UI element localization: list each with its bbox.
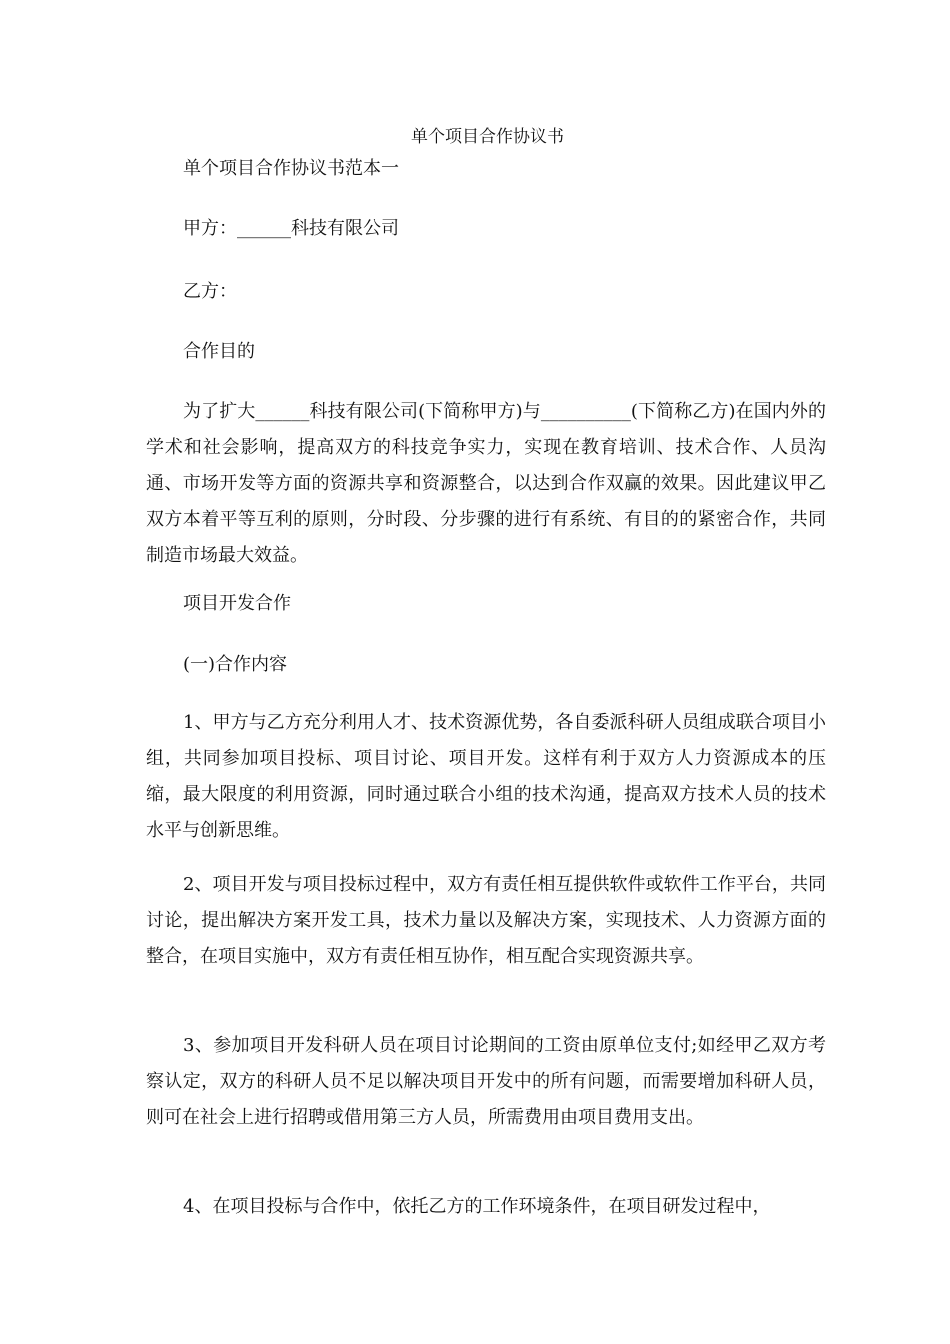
document-subtitle: 单个项目合作协议书范本一 xyxy=(183,158,399,179)
clause-4: 4、在项目投标与合作中，依托乙方的工作环境条件，在项目研发过程中， xyxy=(183,1196,771,1217)
party-a-line: 甲方：______科技有限公司 xyxy=(183,218,399,239)
party-b-line: 乙方： xyxy=(183,281,237,302)
section-heading-project-dev: 项目开发合作 xyxy=(183,593,291,614)
clause-2: 2、项目开发与项目投标过程中，双方有责任相互提供软件或软件工作平台，共同讨论，提出解决方案开发工具，技术力量以及解决方案，实现技术、人力资源方面的整合，在项目实施中，双方有责任相互协作，相互配合实现资源共享。 xyxy=(146,874,826,967)
clause-3: 3、参加项目开发科研人员在项目讨论期间的工资由原单位支付;如经甲乙双方考察认定，双方的科研人员不足以解决项目开发中的所有问题，而需要增加科研人员，则可在社会上进行招聘或借用第三方人员，所需费用由项目费用支出。 xyxy=(146,1035,826,1128)
section-heading-purpose: 合作目的 xyxy=(183,341,255,362)
subsection-heading-content: (一)合作内容 xyxy=(183,654,288,675)
document-title: 单个项目合作协议书 xyxy=(411,127,564,147)
purpose-paragraph: 为了扩大______科技有限公司(下简称甲方)与__________(下简称乙方)在国内外的学术和社会影响，提高双方的科技竞争实力，实现在教育培训、技术合作、人员沟通、市场开发等方面的资源共享和资源整合，以达到合作双赢的效果。因此建议甲乙双方本着平等互利的原则，分时段、分步骤的进行有系统、有目的的紧密合作，共同制造市场最大效益。 xyxy=(146,401,826,566)
clause-1: 1、甲方与乙方充分利用人才、技术资源优势，各自委派科研人员组成联合项目小组，共同参加项目投标、项目讨论、项目开发。这样有利于双方人力资源成本的压缩，最大限度的利用资源，同时通过联合小组的技术沟通，提高双方技术人员的技术水平与创新思维。 xyxy=(146,712,826,841)
